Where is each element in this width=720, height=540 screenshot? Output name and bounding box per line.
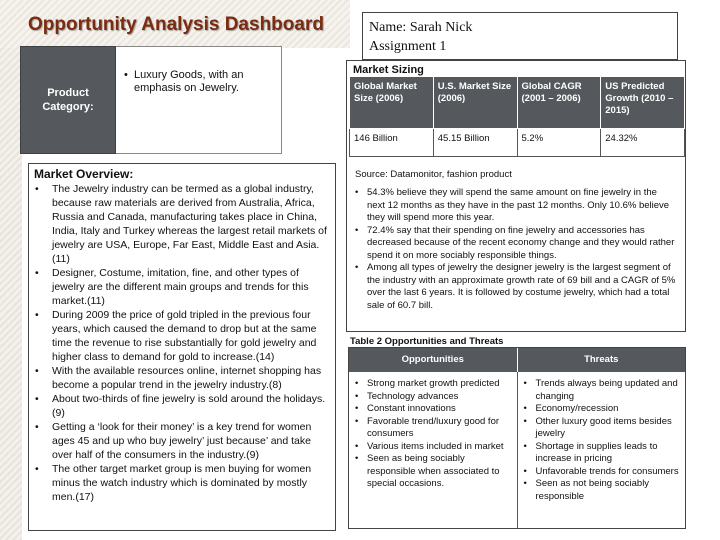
table-cell: 45.15 Billion [433,129,517,157]
market-overview-panel [28,163,336,531]
table-header-cell: Global Market Size (2006) [350,77,434,129]
product-category-label: Product Category: [20,46,116,154]
overview-item: • Getting a ‘look for their money’ is a key trend for women ages 45 and up who buy jewelry’ just because’ and take over half of the consumers in the industry.(9) [34,420,330,462]
overview-item: • Designer, Costume, imitation, fine, and other types of jewelry are the different main groups and trends for this market.(11) [34,266,330,308]
overview-item: • With the available resources online, internet shopping has become a popular trend in the jewelry industry.(8) [34,364,330,392]
product-category-description [116,46,282,154]
assignment-label: Assignment 1 [369,39,447,54]
opportunity-item: • Strong market growth predicted [353,378,513,391]
source-note: Source: Datamonitor, fashion product [355,169,512,180]
table-header-cell: Global CAGR (2001 – 2006) [517,77,601,129]
overview-item: • The other target market group is men buying for women minus the watch industry which is dominated by mostly men.(17) [34,462,330,504]
table-cell: 5.2% [517,129,601,157]
page-title: Opportunity Analysis Dashboard [28,14,324,35]
threat-item: • Economy/recession [522,403,682,416]
market-sizing-title: Market Sizing [353,64,424,76]
name-box [362,12,678,60]
threat-item: • Trends always being updated and changing [522,378,682,403]
market-sizing-panel [346,60,686,332]
table-cell: 146 Billion [350,129,434,157]
threat-item: • Shortage in supplies leads to increase in pricing [522,441,682,466]
opportunities-threats-table [348,347,686,529]
background-stripe [0,0,22,540]
opportunities-column [349,372,518,528]
sizing-bullet: • Among all types of jewelry the designer jewelry is the largest segment of the industry with an approximate growth rate of 69 bill and a CAGR of 5% over the last 6 years. It is followed by costume jewelry, which had a total sale of 60.7 bill. [355,262,677,312]
opportunity-item: • Various items included in market [353,441,513,454]
overview-item: • About two-thirds of fine jewelry is sold around the holidays.(9) [34,392,330,420]
overview-item: • During 2009 the price of gold tripled in the previous four years, which caused the demand to drop but at the same time the revenue to rise substantially for gold jewelry and higher class to demand for gold to increase.(14) [34,308,330,364]
opportunity-item: • Favorable trend/luxury good for consumers [353,416,513,441]
overview-item: • The Jewelry industry can be termed as a global industry, because raw materials are derived from Australia, Africa, Russia and Canada, manufacturing takes place in China, India, Italy and Turkey whereas the largest retail markets of jewelry are USA, Europe, Far East, Middle East and Asia. (11) [34,182,330,266]
threat-item: • Seen as not being sociably responsible [522,478,682,503]
student-name: Name: Sarah Nick [369,20,473,35]
opportunities-header: Opportunities [349,348,518,372]
opportunity-item: • Constant innovations [353,403,513,416]
table2-caption: Table 2 Opportunities and Threats [350,336,504,347]
threat-item: • Unfavorable trends for consumers [522,466,682,479]
sizing-bullet: • 54.3% believe they will spend the same amount on fine jewelry in the next 12 months as they have in the past 12 months. Only 10.6% believe they will spend more this year. [355,187,677,225]
threats-column [518,372,686,528]
market-sizing-table [349,76,685,157]
table-header-cell: US Predicted Growth (2010 – 2015) [601,77,685,129]
market-overview-title: Market Overview: [34,167,134,181]
opportunity-item: • Technology advances [353,391,513,404]
table-cell: 24.32% [601,129,685,157]
sizing-bullet: • 72.4% say that their spending on fine jewelry and accessories has decreased because of the recent economy change and they would rather spend it on more sociably responsible things. [355,225,677,263]
opportunity-item: • Seen as being sociably responsible when associated to special occasions. [353,453,513,491]
threats-header: Threats [518,348,686,372]
table-header-cell: U.S. Market Size (2006) [433,77,517,129]
category-bullet: • Luxury Goods, with an emphasis on Jewelry. [124,69,275,95]
threat-item: • Other luxury good items besides jewelry [522,416,682,441]
table-row [350,129,685,157]
